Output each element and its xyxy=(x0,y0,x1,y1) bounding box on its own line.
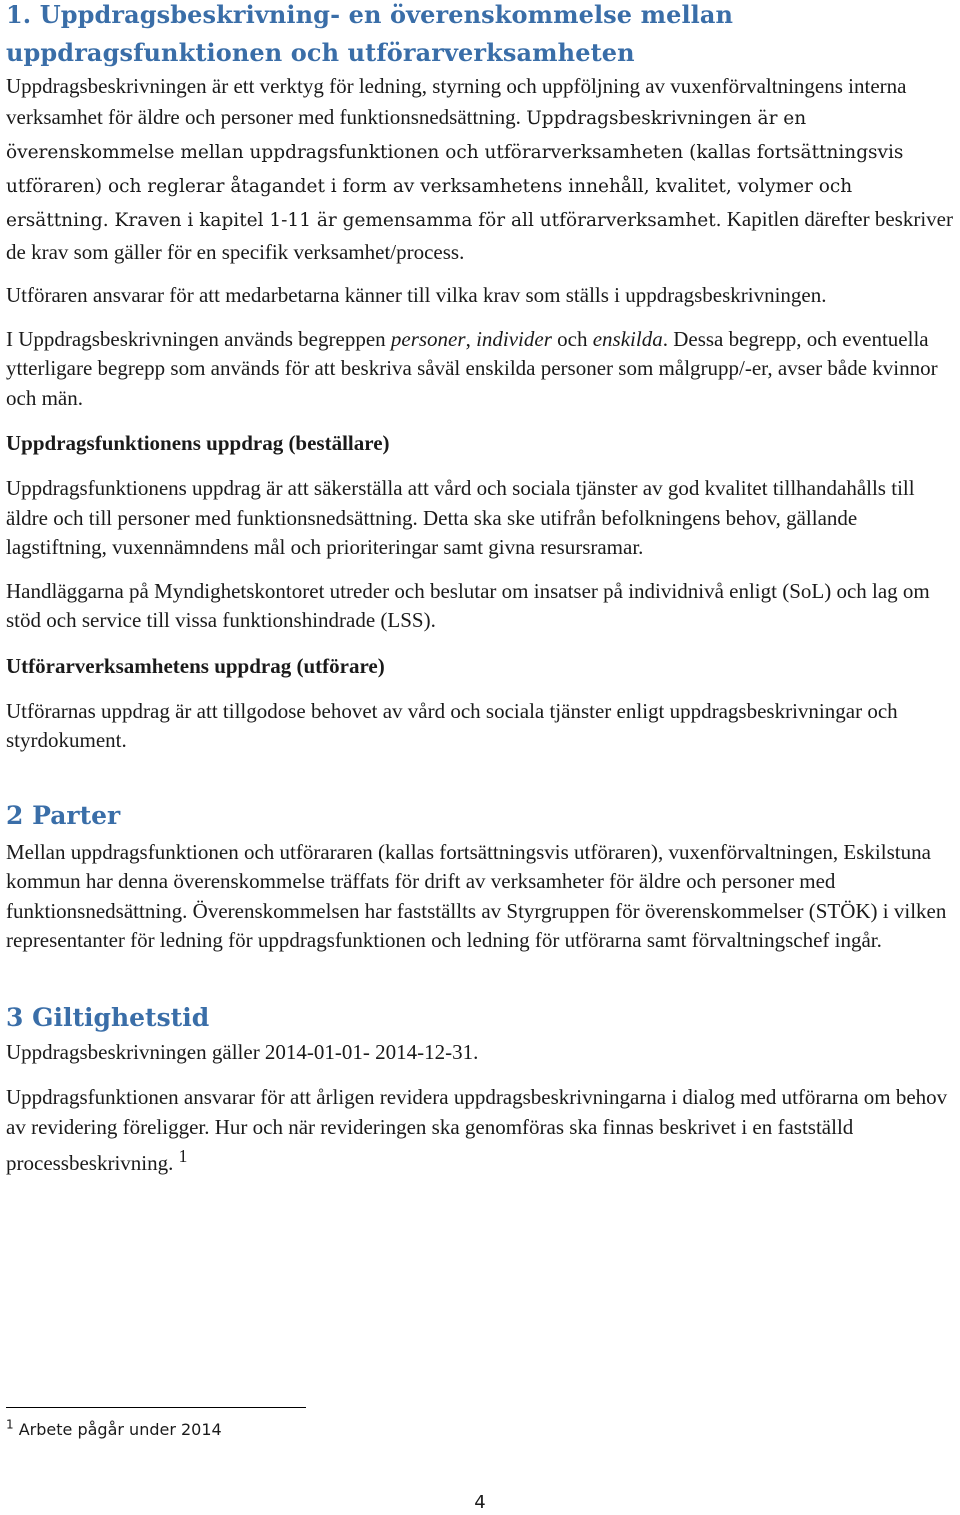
validity-text: Uppdragsfunktionen ansvarar för att årligen revidera uppdragsbeskrivningarna i dialog med utförarna om behov av revidering föreligger. Hur och när revideringen ska genomföras ska finnas beskrivet i en fastställd processbeskrivning. xyxy=(6,1085,948,1175)
responsibility-paragraph: Utföraren ansvarar för att medarbetarna känner till vilka krav som ställs i uppdragsbeskrivningen. xyxy=(6,283,827,307)
provider-heading: Utförarverksamhetens uppdrag (utförare) xyxy=(6,653,385,678)
terms-rest: . Dessa begrepp, och eventuella ytterligare begrepp som används för att beskriva såväl enskilda personer som målgrupp/-er, avser både kvinnor och män. xyxy=(6,326,938,410)
terms-and: och xyxy=(557,326,588,351)
terms-paragraph xyxy=(6,325,956,414)
section-3-heading: 3 Giltighetstid xyxy=(6,1002,210,1032)
intro-paragraph-a xyxy=(6,72,956,267)
commissioner-heading: Uppdragsfunktionens uppdrag (beställare) xyxy=(6,431,390,455)
intro-text-serif-b: Kapitlen därefter beskriver de krav som gäller för en specifik verksamhet/process. xyxy=(6,206,953,264)
terms-intro: I Uppdragsbeskrivningen används begreppen xyxy=(6,326,386,351)
provider-paragraph: Utförarnas uppdrag är att tillgodose behovet av vård och sociala tjänster enligt uppdragsbeskrivningar och styrdokument. xyxy=(6,698,898,752)
section-2-heading: 2 Parter xyxy=(6,800,121,830)
term-individer: individer xyxy=(476,326,552,351)
intro-text-serif: Uppdragsbeskrivningen är ett verktyg för ledning, styrning och uppföljning av vuxenförvaltningens interna verksamhet för äldre och personer med funktionsnedsättning. xyxy=(6,74,907,129)
intro-text-sans: Uppdragsbeskrivningen är en överenskommelse mellan uppdragsfunktionen och utförarverksamheten (kallas fortsättningsvis utföraren) och reglerar åtagandet i form av verksamhetens innehåll, kvalitet, volymer och ersättning. Kraven i kapitel 1-11 är gemensamma för all utförarverksamhet. xyxy=(6,107,904,231)
footnote-text: Arbete pågår under 2014 xyxy=(18,1420,222,1439)
terms-comma: , xyxy=(465,326,471,351)
section-1-heading-line1: 1. Uppdragsbeskrivning- en överenskommelse mellan xyxy=(6,0,734,29)
footnote-number: 1 xyxy=(6,1417,14,1432)
term-enskilda: enskilda xyxy=(592,326,663,351)
page-number: 4 xyxy=(474,1492,486,1513)
parties-paragraph: Mellan uppdragsfunktionen och utförararen (kallas fortsättningsvis utföraren), vuxenförvaltningen, Eskilstuna kommun har denna överenskommelse träffats för drift av verksamheter för äldre och personer med funktionsnedsättning. Överenskommelsen har fastställts av Styrgruppen för överenskommelser (STÖK) i vilken representanter för ledning för uppdragsfunktionen och ledning för utförarna samt förvaltningschef ingår. xyxy=(6,839,947,952)
term-personer: personer xyxy=(390,326,466,351)
validity-paragraph-2 xyxy=(6,1083,956,1179)
footnote-divider xyxy=(6,1407,306,1408)
validity-paragraph-1: Uppdragsbeskrivningen gäller 2014-01-01- 2014-12-31. xyxy=(6,1039,479,1064)
commissioner-paragraph-2: Handläggarna på Myndighetskontoret utreder och beslutar om insatser på individnivå enligt (SoL) och lag om stöd och service till vissa funktionshindrade (LSS). xyxy=(6,578,930,632)
footnote-reference[interactable]: 1 xyxy=(178,1146,188,1166)
footnote xyxy=(6,1418,222,1442)
document-page xyxy=(6,0,956,1179)
commissioner-paragraph-1: Uppdragsfunktionens uppdrag är att säkerställa att vård och sociala tjänster av god kvalitet tillhandahålls till äldre och till personer med funktionsnedsättning. Detta ska ske utifrån befolkningens behov, gällande lagstiftning, vuxennämndens mål och prioriteringar samt givna resursramar. xyxy=(6,476,915,559)
section-1-heading-line2: uppdragsfunktionen och utförarverksamheten xyxy=(6,38,635,67)
section-1-heading xyxy=(6,0,956,72)
